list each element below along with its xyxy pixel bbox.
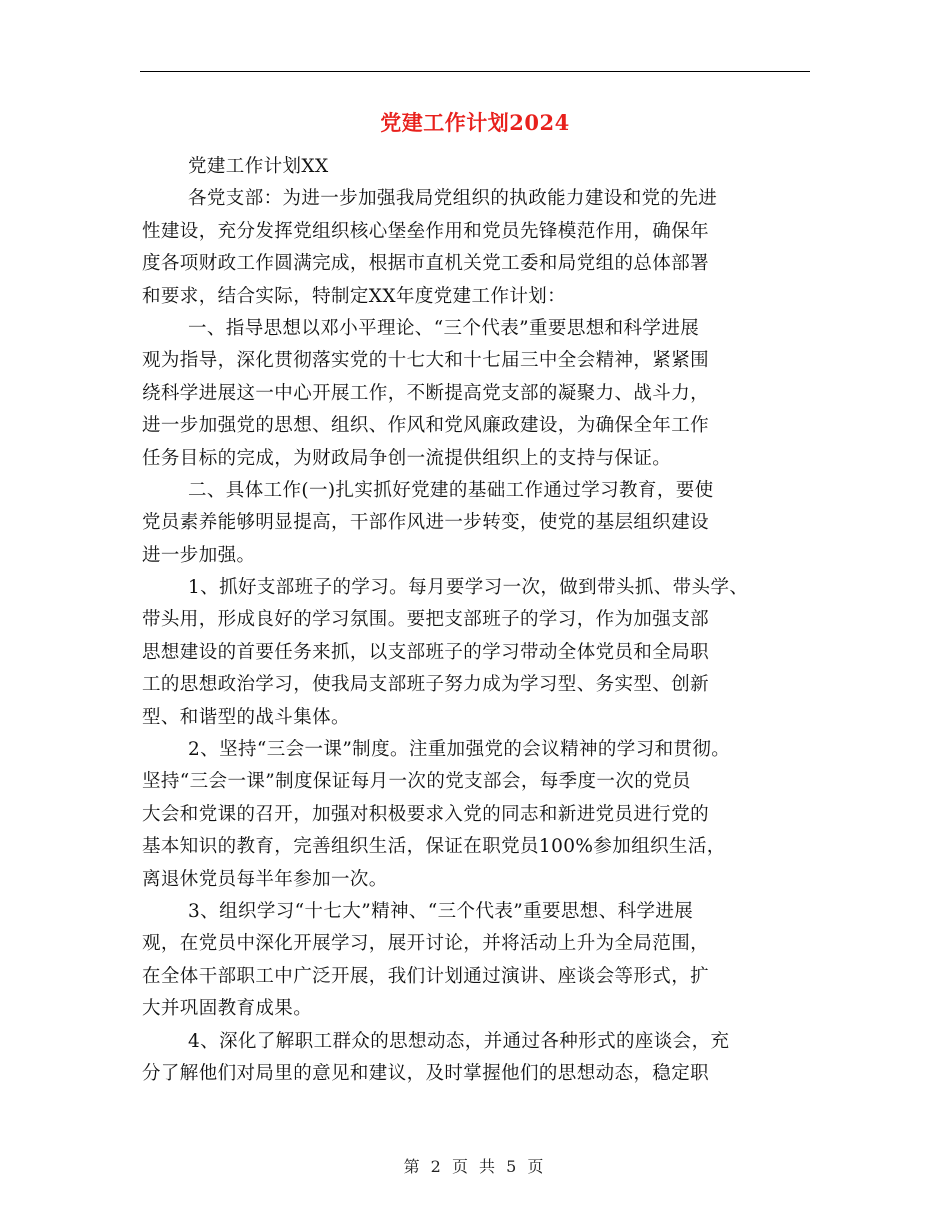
body-line: 观为指导，深化贯彻落实党的十七大和十七届三中全会精神，紧紧围	[142, 350, 710, 372]
body-line: 在全体干部职工中广泛开展，我们计划通过演讲、座谈会等形式，扩	[142, 965, 710, 987]
body-line: 二、具体工作(一)扎实抓好党建的基础工作通过学习教育，要使	[188, 479, 714, 501]
body-line: 各党支部：为进一步加强我局党组织的执政能力建设和党的先进	[188, 188, 718, 210]
body-line: 党员素养能够明显提高，干部作风进一步转变，使党的基层组织建设	[142, 512, 710, 534]
body-line: 绕科学进展这一中心开展工作，不断提高党支部的凝聚力、战斗力，	[142, 382, 710, 404]
body-line: 进一步加强党的思想、组织、作风和党风廉政建设，为确保全年工作	[142, 415, 710, 437]
body-line: 3、组织学习“十七大”精神、“三个代表”重要思想、科学进展	[188, 900, 694, 922]
body-line: 任务目标的完成，为财政局争创一流提供组织上的支持与保证。	[142, 447, 672, 469]
body-line: 坚持“三会一课”制度保证每月一次的党支部会，每季度一次的党员	[142, 771, 691, 793]
body-line: 型、和谐型的战斗集体。	[142, 706, 350, 728]
body-line: 思想建设的首要任务来抓，以支部班子的学习带动全体党员和全局职	[142, 641, 710, 663]
body-line: 分了解他们对局里的意见和建议，及时掌握他们的思想动态，稳定职	[142, 1062, 710, 1084]
body-line: 观，在党员中深化开展学习，展开讨论，并将活动上升为全局范围，	[142, 933, 710, 955]
body-line: 一、指导思想以邓小平理论、“三个代表”重要思想和科学进展	[188, 317, 700, 339]
body-line: 进一步加强。	[142, 544, 256, 566]
body-line: 和要求，结合实际，特制定XX年度党建工作计划：	[142, 285, 567, 307]
body-line: 带头用，形成良好的学习氛围。要把支部班子的学习，作为加强支部	[142, 609, 710, 631]
document-title: 党建工作计划2024	[380, 110, 570, 135]
body-line: 基本知识的教育，完善组织生活，保证在职党员100%参加组织生活，	[142, 836, 726, 858]
body-line: 1、抓好支部班子的学习。每月要学习一次，做到带头抓、带头学、	[188, 577, 749, 599]
document-body	[142, 151, 842, 1090]
body-line: 性建设，充分发挥党组织核心堡垒作用和党员先锋模范作用，确保年	[142, 220, 710, 242]
body-line: 4、深化了解职工群众的思想动态，并通过各种形式的座谈会，充	[188, 1030, 730, 1052]
body-line: 2、坚持“三会一课”制度。注重加强党的会议精神的学习和贯彻。	[188, 739, 731, 761]
header-rule	[140, 71, 810, 72]
body-line: 党建工作计划XX	[188, 156, 329, 177]
page-footer: 第 2 页 共 5 页	[403, 1157, 547, 1176]
body-line: 离退休党员每半年参加一次。	[142, 868, 388, 890]
body-line: 大会和党课的召开，加强对积极要求入党的同志和新进党员进行党的	[142, 803, 710, 825]
body-line: 工的思想政治学习，使我局支部班子努力成为学习型、务实型、创新	[142, 674, 710, 696]
body-line: 大并巩固教育成果。	[142, 998, 313, 1020]
body-line: 度各项财政工作圆满完成，根据市直机关党工委和局党组的总体部署	[142, 253, 710, 275]
